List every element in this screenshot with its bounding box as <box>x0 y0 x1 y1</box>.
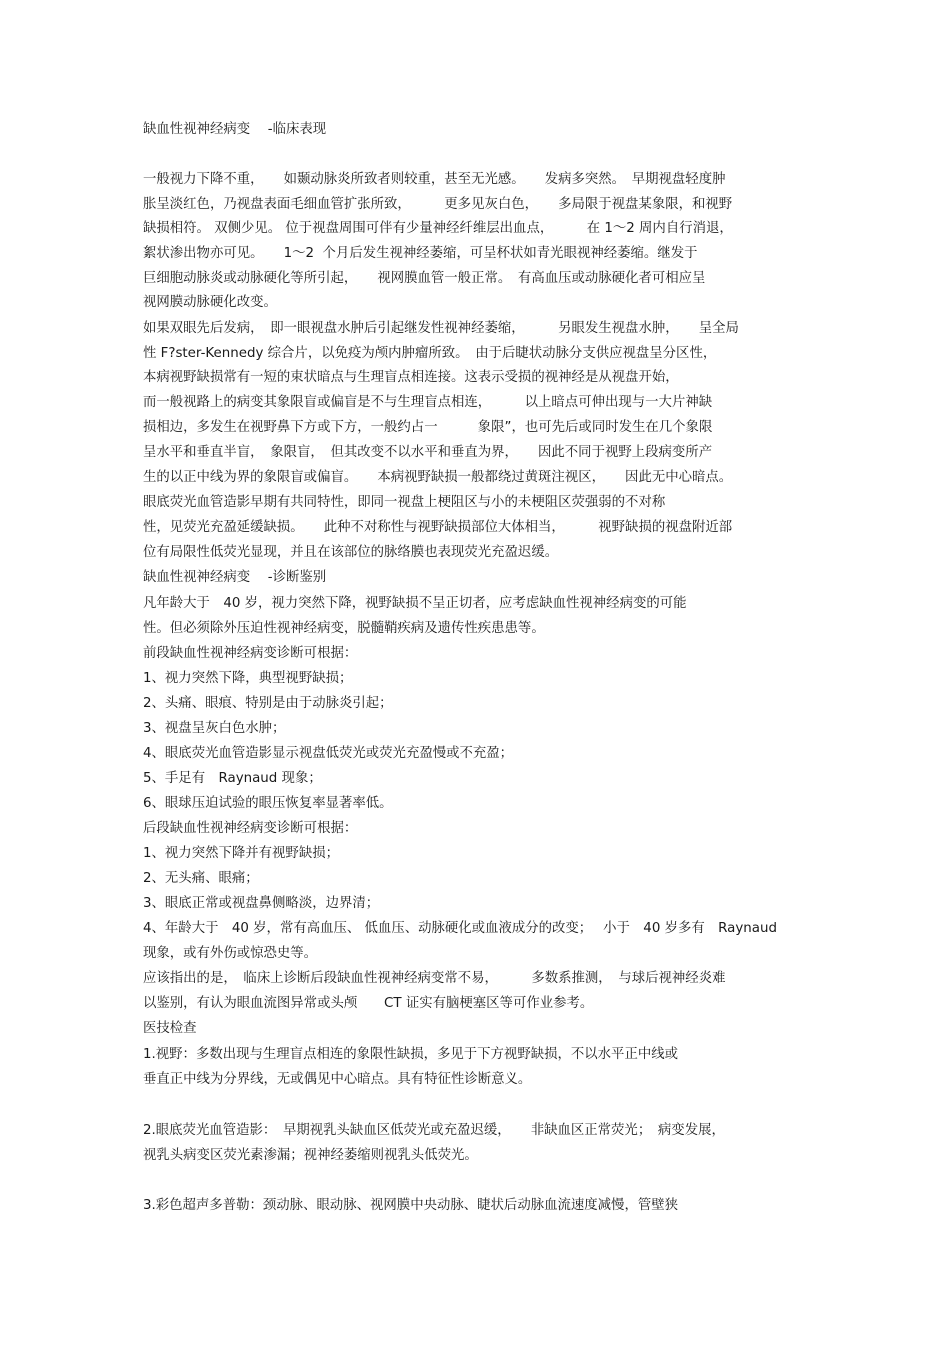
text-line: 生的以正中线为界的象限盲或偏盲。 本病视野缺损一般都绕过黄斑注视区， 因此无中心暗点。 <box>143 470 733 485</box>
text-line: 凡年龄大于 40 岁，视力突然下降，视野缺损不呈正切者，应考虑缺血性视神经病变的可能 <box>143 596 687 611</box>
list-item: 2、无头痛、眼痛； <box>143 871 259 886</box>
text-line: 视网膜动脉硬化改变。 <box>143 295 277 310</box>
text-line: 位有局限性低荧光显现，并且在该部位的脉络膜也表现荧光充盈迟缓。 <box>143 545 559 560</box>
text-line: 以鉴别，有认为眼血流图异常或头颅 CT 证实有脑梗塞区等可作业参考。 <box>143 996 594 1011</box>
list-item: 3、视盘呈灰白色水肿； <box>143 721 286 736</box>
text-line: 后段缺血性视神经病变诊断可根据： <box>143 821 358 836</box>
text-line: 本病视野缺损常有一短的束状暗点与生理盲点相连接。这表示受损的视神经是从视盘开始， <box>143 370 679 385</box>
text-line: 缺损相符。 双侧少见。 位于视盘周围可伴有少量神经纤维层出血点， 在 1～2 周内自行消退， <box>143 221 733 236</box>
list-item: 3、眼底正常或视盘鼻侧略淡，边界清； <box>143 896 380 911</box>
list-item: 4、眼底荧光血管造影显示视盘低荧光或荧光充盈慢或不充盈； <box>143 746 514 761</box>
text-line: 性，见荧光充盈延缓缺损。 此种不对称性与视野缺损部位大体相当， 视野缺损的视盘附近部 <box>143 520 733 535</box>
list-item: 4、年龄大于 40 岁，常有高血压、 低血压、动脉硬化或血液成分的改变； 小于 40 岁多有 Raynaud <box>143 921 777 936</box>
text-line: 现象，或有外伤或惊恐史等。 <box>143 946 318 961</box>
text-line: 胀呈淡红色，乃视盘表面毛细血管扩张所致， 更多见灰白色， 多局限于视盘某象限，和视野 <box>143 197 733 212</box>
text-line: 巨细胞动脉炎或动脉硬化等所引起， 视网膜血管一般正常。 有高血压或动脉硬化者可相应呈 <box>143 271 706 286</box>
text-line: 眼底荧光血管造影早期有共同特性，即同一视盘上梗阻区与小的未梗阻区荧强弱的不对称 <box>143 495 666 510</box>
text-line: 损相边，多发生在视野鼻下方或下方，一般约占一 象限”，也可先后或同时发生在几个象限 <box>143 420 713 435</box>
text-line: 呈水平和垂直半盲， 象限盲， 但其改变不以水平和垂直为界， 因此不同于视野上段病变所产 <box>143 445 713 460</box>
text-line: 如果双眼先后发病， 即一眼视盘水肿后引起继发性视神经萎缩， 另眼发生视盘水肿， 呈全局 <box>143 321 739 336</box>
text-line: 性 F?ster-Kennedy 综合片，以免疫为颅内肿瘤所致。 由于后睫状动脉分支供应视盘呈分区性， <box>143 346 717 361</box>
text-line: 性。但必须除外压迫性视神经病变，脱髓鞘疾病及遗传性疾患患等。 <box>143 621 545 636</box>
text-line: 絮状渗出物亦可见。 1～2 个月后发生视神经萎缩，可呈杯状如青光眼视神经萎缩。继发于 <box>143 246 698 261</box>
heading-diagnosis: 缺血性视神经病变 -诊断鉴别 <box>143 570 327 585</box>
text-line: 3.彩色超声多普勒：颈动脉、眼动脉、视网膜中央动脉、睫状后动脉血流速度减慢，管壁狭 <box>143 1198 679 1213</box>
list-item: 1、视力突然下降并有视野缺损； <box>143 846 339 861</box>
text-line: 1.视野：多数出现与生理盲点相连的象限性缺损，多见于下方视野缺损，不以水平正中线或 <box>143 1047 679 1062</box>
text-line: 视乳头病变区荧光素渗漏；视神经萎缩则视乳头低荧光。 <box>143 1148 478 1163</box>
text-line: 2.眼底荧光血管造影： 早期视乳头缺血区低荧光或充盈迟缓， 非缺血区正常荧光； 病变发展， <box>143 1123 725 1138</box>
heading-tests: 医技检查 <box>143 1021 197 1036</box>
text-line: 垂直正中线为分界线，无或偶见中心暗点。具有特征性诊断意义。 <box>143 1072 532 1087</box>
list-item: 1、视力突然下降，典型视野缺损； <box>143 671 353 686</box>
list-item: 6、眼球压迫试验的眼压恢复率显著率低。 <box>143 796 393 811</box>
text-line: 应该指出的是， 临床上诊断后段缺血性视神经病变常不易， 多数系推测， 与球后视神经炎难 <box>143 971 726 986</box>
text-line: 一般视力下降不重， 如颞动脉炎所致者则较重，甚至无光感。 发病多突然。 早期视盘轻度肿 <box>143 172 726 187</box>
text-line: 而一般视路上的病变其象限盲或偏盲是不与生理盲点相连， 以上暗点可伸出现与一大片神缺 <box>143 395 713 410</box>
list-item: 5、手足有 Raynaud 现象； <box>143 771 322 786</box>
list-item: 2、头痛、眼痕、特别是由于动脉炎引起； <box>143 696 393 711</box>
heading-clinical: 缺血性视神经病变 -临床表现 <box>143 122 327 137</box>
text-line: 前段缺血性视神经病变诊断可根据： <box>143 646 358 661</box>
